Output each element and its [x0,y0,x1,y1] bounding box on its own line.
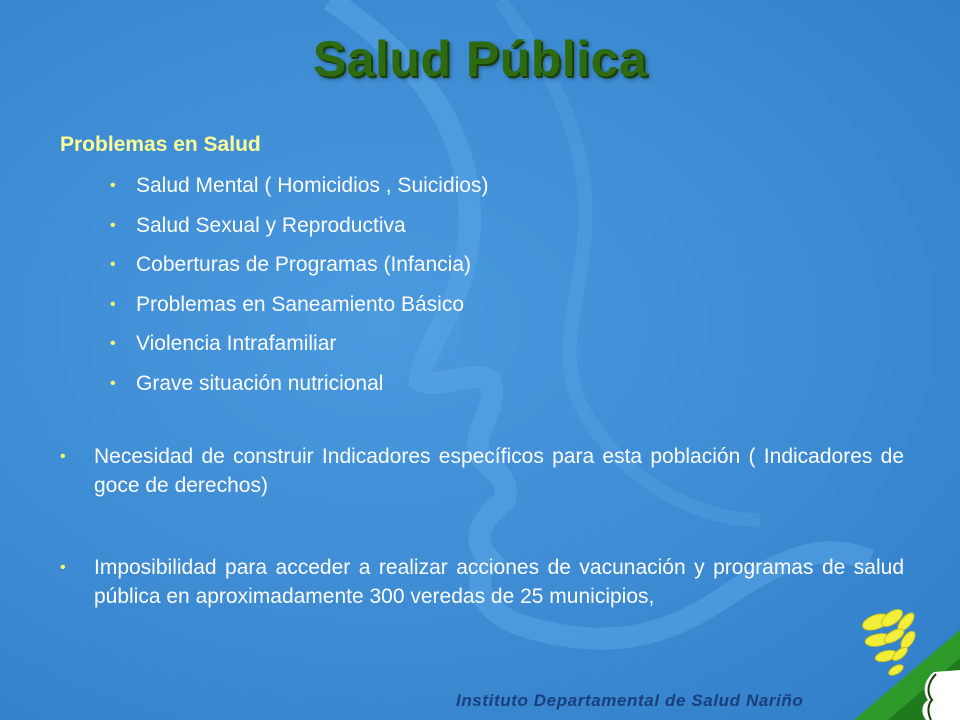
bullet-icon: • [110,177,116,194]
list-item [110,172,488,212]
list-item [110,330,488,370]
bullet-icon: • [110,256,116,273]
bullet-icon: • [110,216,116,234]
institute-logo-icon [836,600,960,720]
section-heading: Problemas en Salud [60,133,261,156]
list-item-text: Problemas en Saneamiento Básico [136,292,465,316]
health-problems-list [110,172,488,409]
bullet-icon: • [110,295,116,313]
institute-name: Instituto Departamental de Salud Nariño [456,691,804,710]
list-item-text: Imposibilidad para acceder a realizar acciones de vacunación y programas de salud pública en aproximadamente 300 veredas de 25 municipios, [94,556,904,608]
list-item-text: Salud Sexual y Reproductiva [136,213,406,237]
list-item [110,251,488,291]
list-item-text: Coberturas de Programas (Infancia) [136,253,471,276]
bullet-icon: • [110,335,116,352]
list-item [110,212,488,252]
slide-title: Salud Pública [312,31,648,87]
bullet-icon: • [110,374,116,392]
list-item [60,553,904,611]
list-item-text: Grave situación nutricional [136,371,384,395]
bullet-icon: • [60,559,66,576]
list-item-text: Violencia Intrafamiliar [136,332,337,355]
list-item [60,442,904,500]
bullet-icon: • [60,448,66,465]
main-points-list [60,442,904,611]
list-item-text: Necesidad de construir Indicadores específicos para esta población ( Indicadores de goce de derechos) [94,445,904,497]
list-item [110,291,488,331]
list-item-text: Salud Mental ( Homicidios , Suicidios) [136,174,489,197]
list-item [110,370,488,410]
